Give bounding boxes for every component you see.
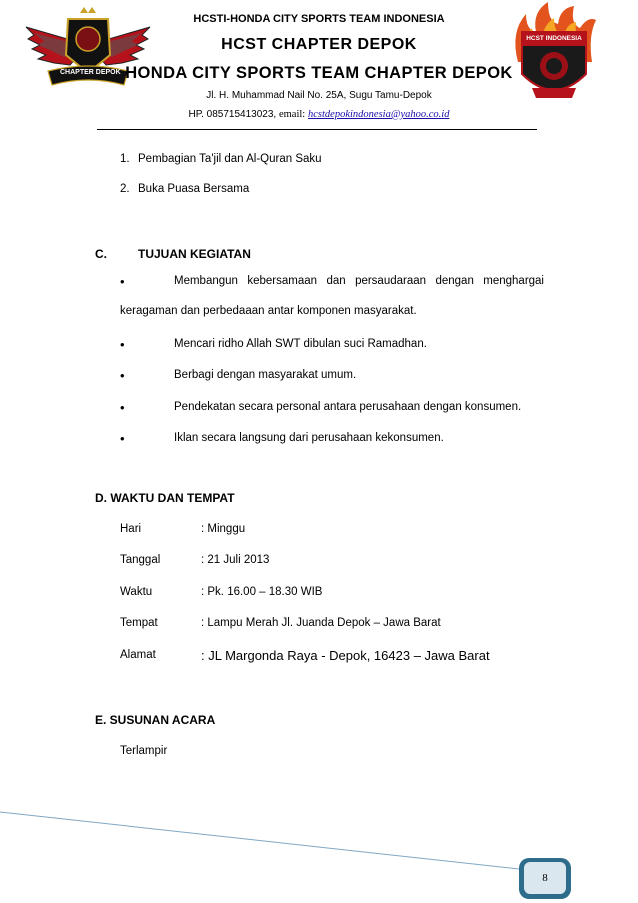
header-email-link[interactable]: hcstdepokindonesia@yahoo.co.id	[308, 109, 450, 120]
bullet-3: •	[120, 368, 125, 383]
detail-value-tanggal: : 21 Juli 2013	[201, 554, 270, 566]
activity-text-2: Buka Puasa Bersama	[138, 183, 250, 195]
header-chapter-line: HCST CHAPTER DEPOK	[221, 36, 417, 53]
detail-value-waktu: : Pk. 16.00 – 18.30 WIB	[201, 586, 323, 598]
header-address: Jl. H. Muhammad Nail No. 25A, Sugu Tamu-Depok	[206, 90, 432, 101]
bullet-1: •	[120, 274, 125, 289]
logo-left-text: CHAPTER DEPOK	[60, 69, 121, 76]
goal-item-4: Pendekatan secara personal antara perusahaan dengan konsumen.	[174, 401, 522, 413]
detail-label-waktu: Waktu	[120, 586, 153, 598]
activity-num-2: 2.	[120, 183, 130, 195]
detail-label-hari: Hari	[120, 523, 142, 535]
bullet-5: •	[120, 431, 125, 446]
goal-item-5: Iklan secara langsung dari perusahaan kekonsumen.	[174, 432, 444, 444]
bullet-2: •	[120, 337, 125, 352]
section-e-title: E. SUSUNAN ACARA	[95, 713, 216, 727]
header-email-label: email:	[278, 109, 306, 120]
detail-label-tanggal: Tanggal	[120, 554, 161, 566]
detail-label-alamat: Alamat	[120, 649, 156, 661]
section-c-letter: C.	[95, 247, 107, 261]
page-number: 8	[524, 862, 566, 894]
activity-text-1: Pembagian Ta'jil dan Al-Quran Saku	[138, 153, 322, 165]
header-full-name: HONDA CITY SPORTS TEAM CHAPTER DEPOK	[125, 64, 513, 82]
detail-value-tempat: : Lampu Merah Jl. Juanda Depok – Jawa Barat	[201, 617, 441, 629]
goal-item-1-line2: keragaman dan perbedaaan antar komponen masyarakat.	[120, 305, 417, 317]
section-d-title: D. WAKTU DAN TEMPAT	[95, 491, 235, 505]
section-e-text: Terlampir	[120, 745, 168, 757]
section-c-title: TUJUAN KEGIATAN	[138, 247, 251, 261]
logo-right-text: HCST INDONESIA	[526, 35, 582, 42]
goal-item-2: Mencari ridho Allah SWT dibulan suci Ramadhan.	[174, 338, 427, 350]
detail-label-tempat: Tempat	[120, 617, 158, 629]
detail-value-alamat: : JL Margonda Raya - Depok, 16423 – Jawa Barat	[201, 648, 490, 663]
goal-item-3: Berbagi dengan masyarakat umum.	[174, 369, 357, 381]
goal-item-1-line1: Membangun kebersamaan dan persaudaraan dengan menghargai	[174, 275, 544, 287]
header-phone: HP. 085715413023,	[188, 109, 277, 120]
header-org-line: HCSTI-HONDA CITY SPORTS TEAM INDONESIA	[193, 13, 445, 25]
detail-value-hari: : Minggu	[201, 523, 246, 535]
activity-num-1: 1.	[120, 153, 130, 165]
bullet-4: •	[120, 400, 125, 415]
